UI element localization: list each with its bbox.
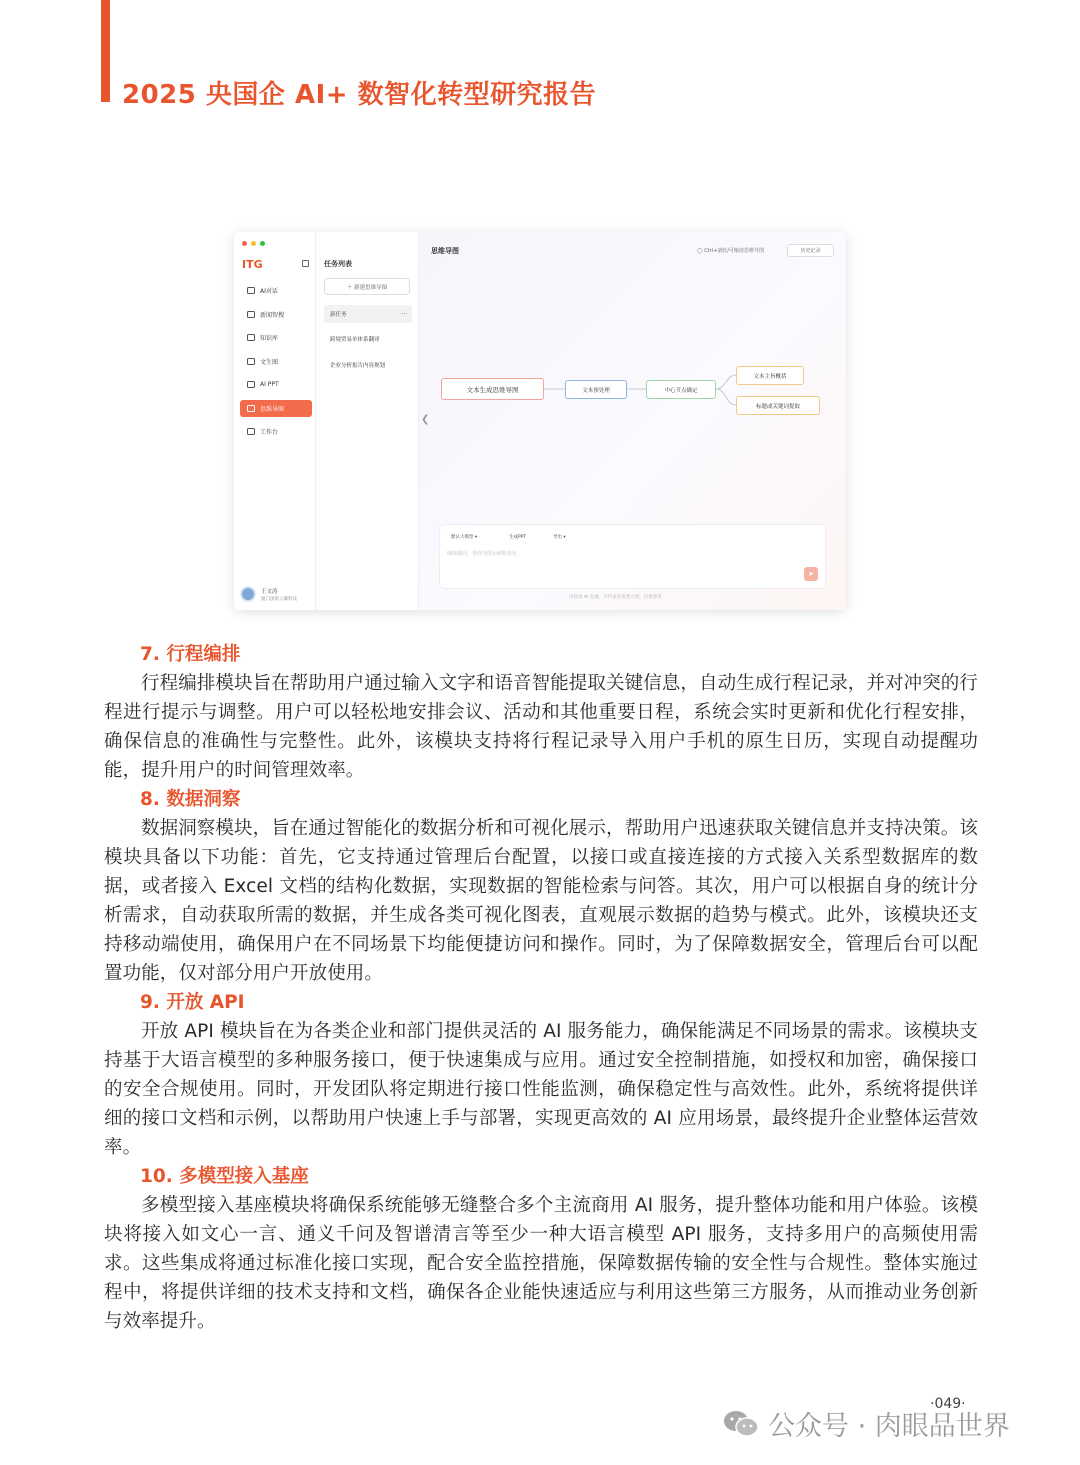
chat-input[interactable]: 继续提问，帮你导图示例和优化 [447, 551, 518, 557]
mindmap-icon [247, 405, 255, 412]
search-news-icon [247, 311, 255, 318]
user-profile[interactable] [240, 586, 297, 602]
mindmap-connectors [419, 232, 846, 452]
nav-item-ai-ppt[interactable] [240, 376, 312, 393]
mindmap-root-node[interactable]: 文本生成思维导图 [441, 378, 544, 400]
panel-toggle-icon[interactable]: ❮ [421, 414, 430, 425]
mindmap-canvas[interactable] [419, 232, 846, 610]
nav-item-ai-chat[interactable] [240, 282, 312, 299]
user-org: 厦门国贸云翼科技 [261, 596, 297, 602]
ai-disclaimer: 内容由 AI 生成，不代表开发者立场，仅供参考 [569, 595, 662, 600]
section-heading: 10. 多模型接入基座 [140, 1166, 309, 1187]
mindmap-node-keywords[interactable]: 标题或关键词提取 [736, 396, 820, 415]
task-list-panel [316, 232, 419, 610]
nav-item-news-search[interactable] [240, 306, 312, 323]
generate-ppt-button[interactable]: 生成PPT [505, 531, 530, 542]
minimize-dot-icon[interactable] [251, 241, 256, 246]
send-icon[interactable]: ➤ [804, 567, 818, 581]
watermark [722, 1404, 1010, 1443]
app-logo: ITG [242, 258, 263, 271]
model-select[interactable]: 默认大模型 ▾ [447, 531, 481, 542]
nav-item-knowledge-base[interactable] [240, 329, 312, 346]
export-dropdown[interactable]: 导出 ▾ [549, 531, 570, 542]
task-label: 跨境贸易单体系翻译 [330, 337, 380, 343]
window-controls [242, 241, 265, 246]
more-icon[interactable]: ··· [401, 311, 407, 317]
mindmap-node-summary[interactable]: 文本主旨概括 [736, 366, 804, 385]
user-name: 王文涛 [261, 588, 278, 595]
maximize-dot-icon[interactable] [260, 241, 265, 246]
nav-label: 文生图 [260, 358, 279, 366]
task-item-selected[interactable] [324, 305, 412, 323]
nav-label: 知识库 [260, 335, 279, 342]
nav-label: AI PPT [260, 381, 279, 388]
chat-icon [247, 287, 255, 294]
section-heading: 7. 行程编排 [140, 644, 241, 665]
task-list-title: 任务列表 [324, 260, 352, 268]
app-nav [240, 282, 312, 447]
canvas-title: 思维导图 [431, 247, 459, 255]
task-item[interactable] [324, 330, 412, 348]
book-icon [247, 334, 255, 341]
task-label: 企业分析报告内容规划 [330, 363, 386, 369]
nav-label: 思维导图 [260, 405, 285, 413]
task-label: 新任务 [330, 312, 347, 318]
report-title: 2025 央国企 AI+ 数智化转型研究报告 [122, 80, 597, 110]
avatar [240, 586, 256, 602]
app-sidebar [234, 232, 316, 610]
watermark-text: 公众号 · 肉眼品世界 [768, 1411, 1010, 1442]
section-heading: 9. 开放 API [140, 992, 245, 1013]
app-screenshot [234, 232, 846, 610]
sidebar-collapse-icon[interactable] [302, 260, 309, 267]
chat-input-box [439, 524, 826, 589]
section-heading: 8. 数据洞察 [140, 789, 241, 810]
connector-line [716, 375, 736, 389]
nav-label: 工作台 [260, 429, 279, 436]
new-mindmap-button[interactable]: ＋ 新建思维导图 [324, 278, 410, 295]
page-number: ·049· [930, 1396, 966, 1412]
nav-item-mindmap[interactable] [240, 400, 312, 417]
history-label: 历史记录 [800, 248, 821, 254]
nav-label: 新闻智搜 [260, 311, 285, 319]
connector-line [716, 389, 736, 405]
nav-item-text-to-image[interactable] [240, 353, 312, 370]
mindmap-node-center[interactable]: 中心节点确定 [646, 380, 716, 399]
section-paragraph: 行程编排模块旨在帮助用户通过输入文字和语音智能提取关键信息，自动生成行程记录，并对冲突的行程进行提示与调整。用户可以轻松地安排会议、活动和其他重要日程，系统会实时更新和优化行程安排，确保信息的准确性与完整性。此外，该模块支持将行程记录导入用户手机的原生日历，实现自动提醒功能，提升用户的时间管理效率。 [104, 673, 979, 781]
header-accent-bar [101, 0, 110, 102]
body-content [104, 640, 978, 1336]
task-item[interactable] [324, 356, 412, 374]
ppt-icon [247, 381, 255, 388]
zoom-hint-text: Ctrl+滚轮/可缩放思维导图 [704, 248, 764, 254]
lightbulb-icon: ◯ [697, 248, 705, 254]
close-dot-icon[interactable] [242, 241, 247, 246]
section-paragraph: 多模型接入基座模块将确保系统能够无缝整合多个主流商用 AI 服务，提升整体功能和用户体验。该模块将接入如文心一言、通义千问及智谱清言等至少一种大语言模型 API 服务，支持多用户的高频使用需求。这些集成将通过标准化接口实现，配合安全监控措施，保障数据传输的安全性与合规性。整体实施过程中，将提供详细的技术支持和文档，确保各企业能快速适应与利用这些第三方服务，从而推动业务创新与效率提升。 [104, 1195, 978, 1332]
section-paragraph: 开放 API 模块旨在为各类企业和部门提供灵活的 AI 服务能力，确保能满足不同场景的需求。该模块支持基于大语言模型的多种服务接口，便于快速集成与应用。通过安全控制措施，如授权和加密，确保接口的安全合规使用。同时，开发团队将定期进行接口性能监测，确保稳定性与高效性。此外，系统将提供详细的接口文档和示例，以帮助用户快速上手与部署，实现更高效的 AI 应用场景，最终提升企业整体运营效率。 [104, 1021, 978, 1158]
nav-item-workbench[interactable] [240, 423, 312, 440]
nav-label: AI对话 [260, 288, 278, 295]
image-icon [247, 358, 255, 365]
monitor-icon [247, 428, 255, 435]
section-paragraph: 数据洞察模块，旨在通过智能化的数据分析和可视化展示，帮助用户迅速获取关键信息并支持决策。该模块具备以下功能：首先，它支持通过管理后台配置，以接口或直接连接的方式接入关系型数据库的数据，或者接入 Excel 文档的结构化数据，实现数据的智能检索与问答。其次，用户可以根据自身的统计分析需求，自动获取所需的数据，并生成各类可视化图表，直观展示数据的趋势与模式。此外，该模块还支持移动端使用，确保用户在不同场景下均能便捷访问和操作。同时，为了保障数据安全，管理后台可以配置功能，仅对部分用户开放使用。 [104, 818, 979, 984]
mindmap-node-preprocess[interactable]: 文本预处理 [565, 380, 627, 399]
wechat-icon [722, 1409, 760, 1439]
